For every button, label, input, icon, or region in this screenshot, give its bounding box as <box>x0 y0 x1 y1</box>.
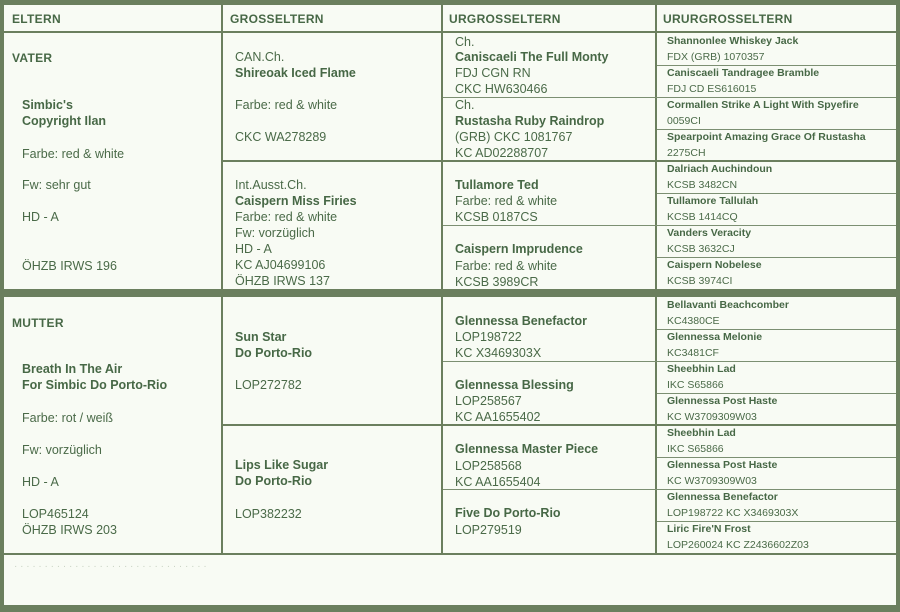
father-label: VATER <box>12 51 53 65</box>
grandparent-fm-registration-2: ÖHZB IRWS 137 <box>235 274 330 288</box>
grandparent-mm-name-line2: Do Porto-Rio <box>235 474 313 488</box>
gggp-4-name: Spearpoint Amazing Grace Of Rustasha <box>667 131 866 143</box>
ggp-8-name: Five Do Porto-Rio <box>455 506 561 520</box>
gggp-7-name: Vanders Veracity <box>667 227 752 239</box>
row-divider <box>657 257 896 258</box>
ggp-3-line2: Farbe: red & white <box>455 194 558 208</box>
row-divider <box>657 129 896 130</box>
father-fw: Fw: sehr gut <box>22 178 91 192</box>
grandparent-mf-registration: LOP272782 <box>235 378 302 392</box>
mother-name-line2: For Simbic Do Porto-Rio <box>22 378 168 392</box>
grandparent-fm-title: Int.Ausst.Ch. <box>235 178 307 192</box>
header-ururgrosseltern: URURGROSSELTERN <box>663 12 793 26</box>
mother-fw: Fw: vorzüglich <box>22 443 102 457</box>
grandparent-ff-name: Shireoak Iced Flame <box>235 66 356 80</box>
row-divider <box>657 521 896 522</box>
ggp-6-name: Glennessa Blessing <box>455 378 574 392</box>
gggp-9-name: Bellavanti Beachcomber <box>667 299 789 311</box>
gggp-9-registration: KC4380CE <box>667 315 720 327</box>
father-hd: HD - A <box>22 210 59 224</box>
ggp-1-name: Caniscaeli The Full Monty <box>455 50 609 64</box>
gggp-7-registration: KCSB 3632CJ <box>667 243 735 255</box>
gggp-10-name: Glennessa Melonie <box>667 331 763 343</box>
mother-registration-2: ÖHZB IRWS 203 <box>22 523 117 537</box>
mother-color: Farbe: rot / weiß <box>22 411 113 425</box>
mother-registration-1: LOP465124 <box>22 507 89 521</box>
ggp-4-name: Caispern Imprudence <box>455 242 583 256</box>
grandparent-ff-title: CAN.Ch. <box>235 50 285 64</box>
grandparent-mm-name-line1: Lips Like Sugar <box>235 458 329 472</box>
ggp-3-name: Tullamore Ted <box>455 178 539 192</box>
ggp-6-line3: KC AA1655402 <box>455 410 541 424</box>
footer-area <box>4 555 896 605</box>
grandparent-mf-name-line1: Sun Star <box>235 330 287 344</box>
gggp-4-registration: 2275CH <box>667 147 706 159</box>
grandparent-fm-fw: Fw: vorzüglich <box>235 226 315 240</box>
gggp-8-registration: KCSB 3974CI <box>667 275 733 287</box>
gggp-1-registration: FDX (GRB) 1070357 <box>667 51 765 63</box>
column-divider <box>655 5 657 553</box>
column-divider <box>221 5 223 553</box>
gggp-1-name: Shannonlee Whiskey Jack <box>667 35 799 47</box>
ggp-2-name: Rustasha Ruby Raindrop <box>455 114 605 128</box>
mother-name-line1: Breath In The Air <box>22 362 123 376</box>
gggp-15-registration: LOP198722 KC X3469303X <box>667 507 799 519</box>
gggp-13-registration: IKC S65866 <box>667 443 724 455</box>
row-divider <box>443 225 896 226</box>
ggp-5-line2: LOP198722 <box>455 330 522 344</box>
gggp-3-name: Cormallen Strike A Light With Spyefire <box>667 99 859 111</box>
mother-hd: HD - A <box>22 475 59 489</box>
ggp-7-line2: LOP258568 <box>455 459 522 473</box>
gggp-2-registration: FDJ CD ES616015 <box>667 83 757 95</box>
gggp-14-registration: KC W3709309W03 <box>667 475 757 487</box>
father-name-line1: Simbic's <box>22 98 73 112</box>
gggp-12-name: Glennessa Post Haste <box>667 395 778 407</box>
ggp-8-line2: LOP279519 <box>455 523 522 537</box>
row-divider <box>657 329 896 330</box>
gggp-15-name: Glennessa Benefactor <box>667 491 778 503</box>
grandparent-fm-hd: HD - A <box>235 242 272 256</box>
ggp-3-line3: KCSB 0187CS <box>455 210 538 224</box>
ggp-7-line3: KC AA1655404 <box>455 475 541 489</box>
ggp-4-line3: KCSB 3989CR <box>455 275 539 289</box>
ggp-2-line1: Ch. <box>455 98 475 112</box>
mother-label: MUTTER <box>12 316 64 330</box>
ggp-1-line3: FDJ CGN RN <box>455 66 531 80</box>
ggp-4-line2: Farbe: red & white <box>455 259 558 273</box>
gggp-5-name: Dalriach Auchindoun <box>667 163 773 175</box>
row-divider <box>223 424 896 426</box>
father-registration: ÖHZB IRWS 196 <box>22 259 117 273</box>
gggp-13-name: Sheebhin Lad <box>667 427 736 439</box>
row-divider <box>443 97 896 98</box>
grandparent-mm-registration: LOP382232 <box>235 507 302 521</box>
ggp-5-name: Glennessa Benefactor <box>455 314 587 328</box>
grandparent-fm-registration-1: KC AJ04699106 <box>235 258 326 272</box>
row-divider <box>657 393 896 394</box>
grandparent-fm-name: Caispern Miss Firies <box>235 194 357 208</box>
column-divider <box>441 5 443 553</box>
gggp-10-registration: KC3481CF <box>667 347 719 359</box>
ggp-2-line4: KC AD02288707 <box>455 146 549 160</box>
gggp-8-name: Caispern Nobelese <box>667 259 762 271</box>
father-name-line2: Copyright Ilan <box>22 114 107 128</box>
grandparent-mf-name-line2: Do Porto-Rio <box>235 346 313 360</box>
ggp-7-name: Glennessa Master Piece <box>455 442 599 456</box>
ggp-2-line3: (GRB) CKC 1081767 <box>455 130 573 144</box>
header-eltern: ELTERN <box>12 12 61 26</box>
row-divider <box>657 65 896 66</box>
ggp-5-line3: KC X3469303X <box>455 346 542 360</box>
gggp-16-name: Liric Fire'N Frost <box>667 523 751 535</box>
gggp-6-registration: KCSB 1414CQ <box>667 211 738 223</box>
gggp-2-name: Caniscaeli Tandragee Bramble <box>667 67 820 79</box>
gggp-11-name: Sheebhin Lad <box>667 363 736 375</box>
ggp-1-line4: CKC HW630466 <box>455 82 548 96</box>
gggp-6-name: Tullamore Tallulah <box>667 195 759 207</box>
gggp-5-registration: KCSB 3482CN <box>667 179 738 191</box>
father-color: Farbe: red & white <box>22 147 125 161</box>
gggp-11-registration: IKC S65866 <box>667 379 724 391</box>
grandparent-ff-color: Farbe: red & white <box>235 98 338 112</box>
grandparent-ff-registration: CKC WA278289 <box>235 130 327 144</box>
row-divider <box>223 160 896 162</box>
row-divider <box>657 457 896 458</box>
row-divider <box>657 193 896 194</box>
gggp-14-name: Glennessa Post Haste <box>667 459 778 471</box>
gggp-16-registration: LOP260024 KC Z2436602Z03 <box>667 539 809 551</box>
ggp-1-line1: Ch. <box>455 35 475 49</box>
header-urgrosseltern: URGROSSELTERN <box>449 12 561 26</box>
faint-footer-text: · · · · · · · · · · · · · · · · · · · · · · · · · · · · · · · · <box>14 561 207 572</box>
gggp-3-registration: 0059CI <box>667 115 701 127</box>
ggp-6-line2: LOP258567 <box>455 394 522 408</box>
gggp-12-registration: KC W3709309W03 <box>667 411 757 423</box>
row-divider <box>443 361 896 362</box>
grandparent-fm-color: Farbe: red & white <box>235 210 338 224</box>
header-grosseltern: GROSSELTERN <box>230 12 324 26</box>
